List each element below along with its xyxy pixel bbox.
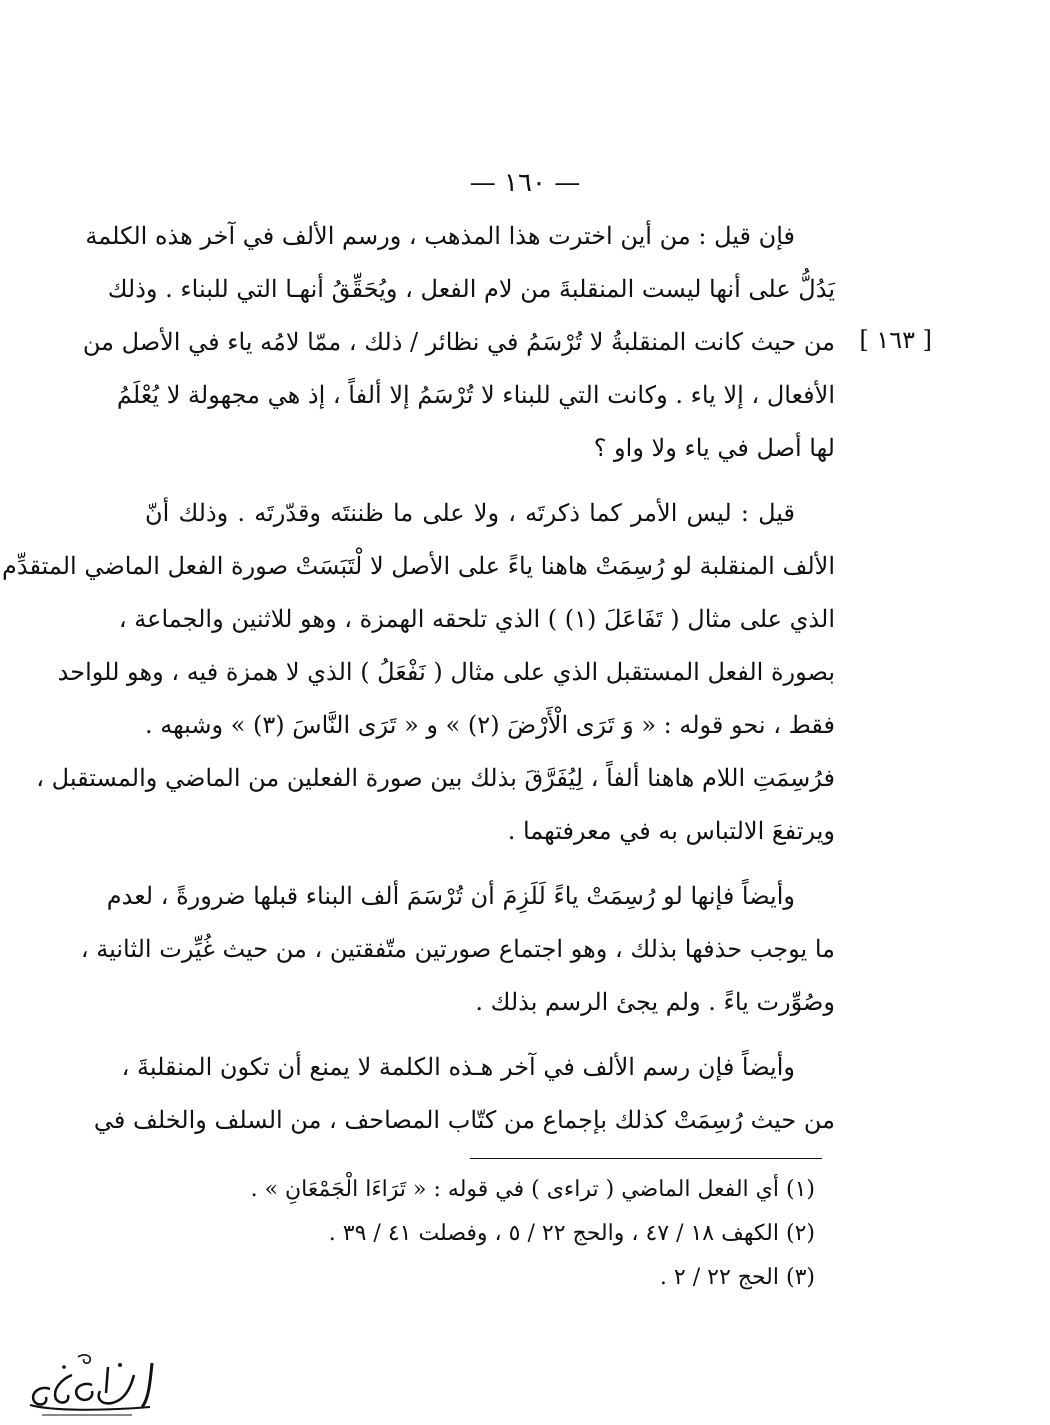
text-line: ويرتفعَ الالتباس به في معرفتهما . <box>507 817 835 845</box>
text-line: الذي على مثال ( تَفَاعَلَ (١) ) الذي تلحقه الهمزة ، وهو للاثنين والجماعة ، <box>118 605 835 633</box>
text-line: من حيث كانت المنقلبةُ لا تُرْسَمُ في نظائر / ذلك ، ممّا لامُه ياء في الأصل من <box>82 328 835 356</box>
footnote: (٣) الحج ٢٢ / ٢ . <box>659 1265 815 1290</box>
page-number: — ١٦٠ — <box>469 168 581 198</box>
text-line: وأيضاً فإنها لو رُسِمَتْ ياءً لَلَزِمَ أن تُرْسَمَ ألف البناء قبلها ضرورةً ، لعدم <box>106 882 795 910</box>
text-line: فرُسِمَتِ اللام هاهنا ألفاً ، لِيُفَرَّقَ بذلك بين صورة الفعلين من الماضي والمستقبل ، <box>36 764 835 792</box>
text-line: الأفعال ، إلا ياء . وكانت التي للبناء لا تُرْسَمُ إلا ألفاً ، إذ هي مجهولة لا يُعْلَمُ <box>116 381 835 409</box>
text-line: قيل : ليس الأمر كما ذكرتَه ، ولا على ما ظننتَه وقدّرتَه . وذلك أنّ <box>145 499 795 527</box>
body-text <box>2 210 835 1147</box>
footnote: (١) أي الفعل الماضي ( تراءى ) في قوله : « تَرَاءَا الْجَمْعَانِ » . <box>250 1177 815 1202</box>
paragraph <box>2 487 835 858</box>
paragraph <box>93 1041 835 1147</box>
margin-reference: [ ١٦٣ ] <box>859 326 932 354</box>
text-line: لها أصل في ياء ولا واو ؟ <box>593 434 835 462</box>
footnote-divider <box>470 1158 822 1159</box>
text-line: وصُوِّرت ياءً . ولم يجئ الرسم بذلك . <box>475 988 835 1016</box>
watermark-logo-icon <box>12 1345 162 1420</box>
text-line: فإن قيل : من أين اخترت هذا المذهب ، ورسم الألف في آخر هذه الكلمة <box>85 222 795 250</box>
text-line: بصورة الفعل المستقبل الذي على مثال ( نَفْعَلُ ) الذي لا همزة فيه ، وهو للواحد <box>57 658 835 686</box>
text-line: ما يوجب حذفها بذلك ، وهو اجتماع صورتين متّفقتين ، من حيث غُيِّرت الثانية ، <box>80 935 835 963</box>
text-line: من حيث رُسِمَتْ كذلك بإجماع من كتّاب المصاحف ، من السلف والخلف في <box>93 1106 835 1134</box>
text-line: فقط ، نحو قوله : « وَ تَرَى الْأَرْضَ (٢) » و « تَرَى النَّاسَ (٣) » وشبهه . <box>144 711 835 739</box>
text-line: الألف المنقلبة لو رُسِمَتْ هاهنا ياءً على الأصل لا لْتَبَسَتْ صورة الفعل الماضي المتقدِّم <box>2 552 835 580</box>
footnote: (٢) الكهف ١٨ / ٤٧ ، والحج ٢٢ / ٥ ، وفصلت ٤١ / ٣٩ . <box>328 1221 815 1246</box>
footnotes <box>200 1168 815 1300</box>
text-line: وأيضاً فإن رسم الألف في آخر هـذه الكلمة لا يمنع أن تكون المنقلبةَ ، <box>121 1053 795 1081</box>
paragraph <box>82 210 835 475</box>
paragraph <box>80 870 835 1029</box>
text-line: يَدُلُّ على أنها ليست المنقلبةَ من لام الفعل ، ويُحَقِّقُ أنهـا التي للبناء . وذلك <box>107 275 835 303</box>
